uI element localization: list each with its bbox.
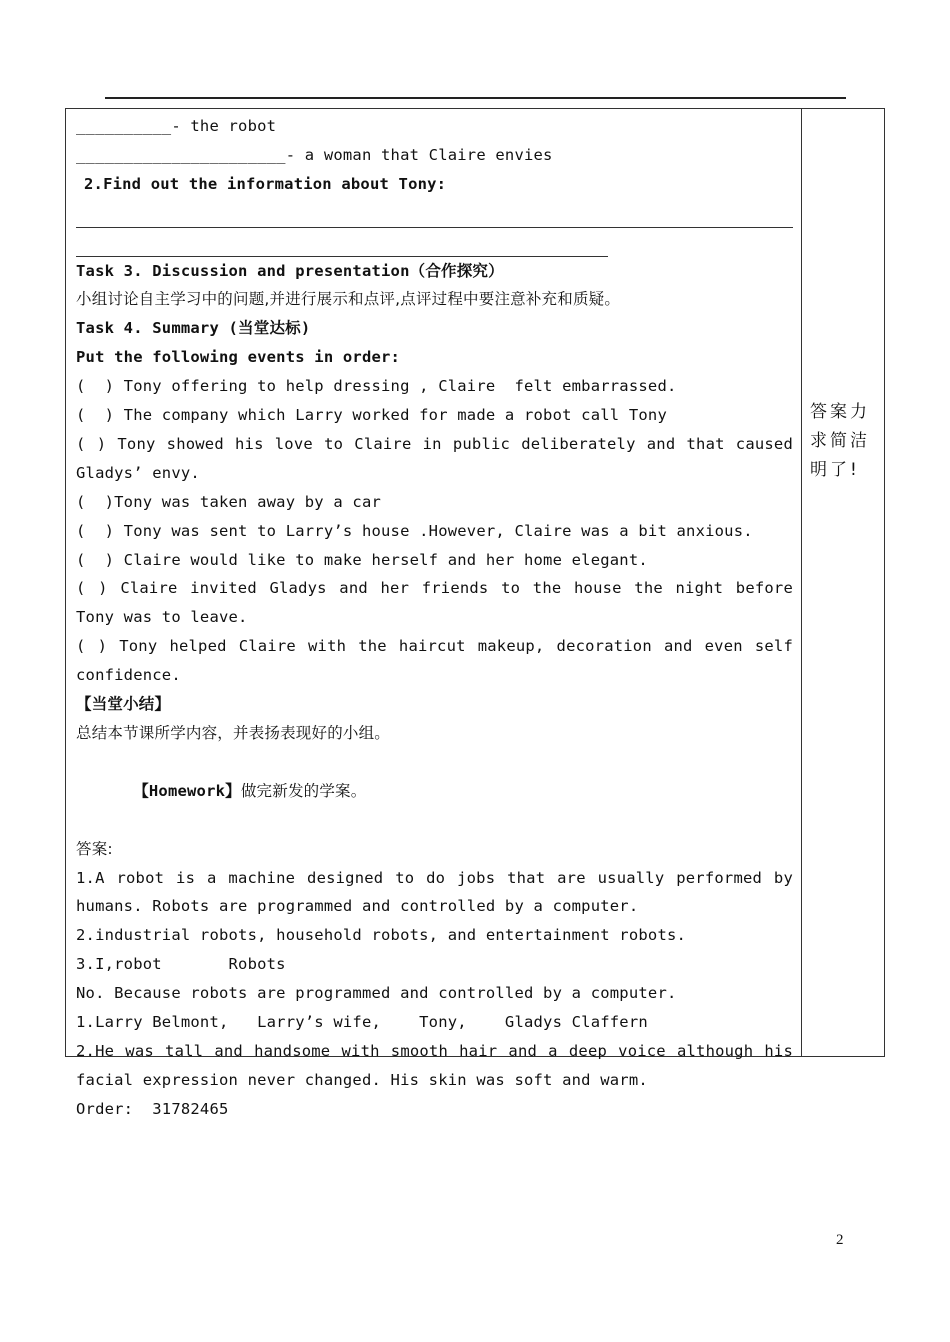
character-blank-envied-woman: ______________________- a woman that Claire envies	[76, 145, 553, 164]
character-blank-robot: __________- the robot	[76, 117, 277, 135]
task4-heading: Task 4. Summary (当堂达标)	[76, 319, 311, 338]
column-divider	[801, 109, 802, 1056]
event-item: ( ) Tony offering to help dressing , Claire felt embarrassed.	[76, 377, 677, 396]
summary-text: 总结本节课所学内容，并表扬表现好的小组。	[76, 724, 391, 742]
event-item: ( ) Claire would like to make herself and her home elegant.	[76, 550, 648, 569]
answer-item: 3.I,robot Robots	[76, 955, 286, 974]
summary-heading: 【当堂小结】	[76, 695, 171, 714]
event-item: ( ) The company which Larry worked for made a robot call Tony	[76, 406, 667, 425]
event-item: ( ) Tony was sent to Larry’s house .However, Claire was a bit anxious.	[76, 521, 753, 540]
event-item: ( )Tony was taken away by a car	[76, 492, 382, 511]
answer-item: 2.He was tall and handsome with smooth hair and a deep voice although his facial expression never changed. His skin was soft and warm.	[76, 1041, 793, 1089]
answer-item: 1.A robot is a machine designed to do jobs that are usually performed by humans. Robots are programmed and controlled by a computer.	[76, 868, 793, 916]
homework-label: 【Homework】	[133, 781, 241, 800]
answer-order: Order: 31782465	[76, 1099, 229, 1118]
event-item: ( ) Claire invited Gladys and her friends to the house the night before Tony was to leave.	[76, 579, 793, 627]
worksheet-table	[65, 108, 885, 1118]
answers-label: 答案:	[76, 839, 113, 858]
homework-text: 做完新发的学案。	[240, 781, 367, 800]
header-rule	[105, 97, 846, 99]
order-instruction: Put the following events in order:	[76, 348, 401, 367]
event-item: ( ) Tony showed his love to Claire in public deliberately and that caused Gladys’ envy.	[76, 434, 793, 482]
side-note: 答案力求简洁明了!	[810, 402, 870, 480]
answer-item: No. Because robots are programmed and controlled by a computer.	[76, 984, 677, 1003]
answer-line-2	[76, 228, 608, 257]
event-item: ( ) Tony helped Claire with the haircut makeup, decoration and even self confidence.	[76, 637, 793, 685]
answer-item: 1.Larry Belmont, Larry’s wife, Tony, Gladys Claffern	[76, 1013, 648, 1032]
answer-line-1	[76, 199, 793, 228]
main-content-column	[76, 112, 793, 1124]
page-number: 2	[836, 1232, 844, 1248]
question-tony-info: 2.Find out the information about Tony:	[84, 174, 447, 193]
task3-heading: Task 3. Discussion and presentation（合作探究）	[76, 261, 504, 280]
answer-item: 2.industrial robots, household robots, and entertainment robots.	[76, 926, 687, 945]
task3-description: 小组讨论自主学习中的问题,并进行展示和点评,点评过程中要注意补充和质疑。	[76, 290, 621, 309]
